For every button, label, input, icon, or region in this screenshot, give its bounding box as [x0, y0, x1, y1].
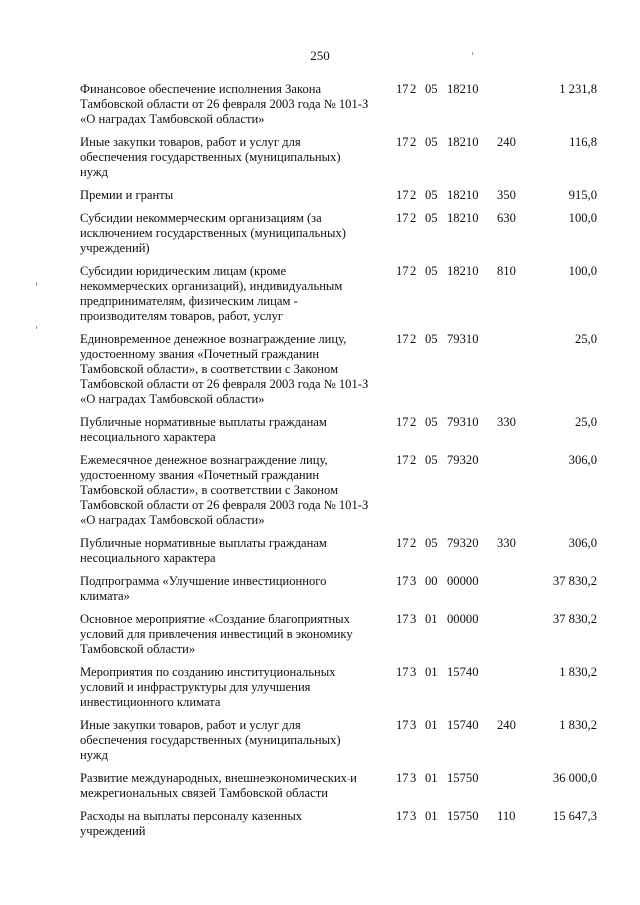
code-direction: 15740	[447, 718, 479, 732]
code-direction: 00000	[447, 612, 479, 626]
table-row	[0, 771, 640, 801]
expense-type-code: 330	[497, 415, 516, 429]
row-name: Публичные нормативные выплаты гражданам несоциального характера	[80, 536, 327, 565]
expense-type-code: 350	[497, 188, 516, 202]
code-program: 17	[396, 771, 409, 785]
code-subprogram: 3	[410, 771, 417, 785]
code-program: 17	[396, 211, 409, 225]
table-row	[0, 809, 640, 839]
code-program: 17	[396, 453, 409, 467]
amount-value: 37 830,2	[552, 612, 597, 626]
code-program: 17	[396, 574, 409, 588]
scan-mark	[472, 52, 473, 55]
code-program: 17	[396, 809, 409, 823]
code-program: 17	[396, 665, 409, 679]
amount-value: 37 830,2	[552, 574, 597, 588]
code-event: 05	[425, 211, 438, 225]
expense-type-code: 330	[497, 536, 516, 550]
amount-value: 116,8	[569, 135, 597, 149]
table-row	[0, 188, 640, 203]
table-row	[0, 135, 640, 180]
row-name: Основное мероприятие «Создание благоприятных условий для привлечения инвестиций в экономику Тамбовской области»	[80, 612, 353, 656]
amount-value: 306,0	[568, 536, 597, 550]
code-direction: 15750	[447, 771, 479, 785]
code-event: 01	[425, 771, 438, 785]
code-direction: 00000	[447, 574, 479, 588]
code-subprogram: 2	[410, 135, 417, 149]
amount-value: 306,0	[568, 453, 597, 467]
code-direction: 18210	[447, 135, 479, 149]
row-name: Публичные нормативные выплаты гражданам несоциального характера	[80, 415, 327, 444]
row-name: Развитие международных, внешнеэкономических и межрегиональных связей Тамбовской области	[80, 771, 357, 800]
code-event: 05	[425, 453, 438, 467]
row-name: Единовременное денежное вознаграждение лицу, удостоенному звания «Почетный гражданин Тамбовской области», в соответствии с Законом Тамбовской области от 26 февраля 2003 года № 101-З «О наградах Тамбовской области»	[80, 332, 369, 406]
code-program: 17	[396, 718, 409, 732]
row-name: Иные закупки товаров, работ и услуг для обеспечения государственных (муниципальных) нужд	[80, 718, 341, 762]
code-event: 05	[425, 332, 438, 346]
page-number: 250	[310, 48, 330, 63]
code-direction: 18210	[447, 264, 479, 278]
code-subprogram: 3	[410, 665, 417, 679]
amount-value: 1 830,2	[559, 665, 597, 679]
table-row	[0, 453, 640, 528]
code-event: 05	[425, 264, 438, 278]
code-event: 05	[425, 135, 438, 149]
table-row	[0, 415, 640, 445]
code-subprogram: 2	[410, 211, 417, 225]
expense-type-code: 110	[497, 809, 516, 823]
amount-value: 100,0	[568, 264, 597, 278]
code-direction: 15750	[447, 809, 479, 823]
table-row	[0, 612, 640, 657]
row-name: Субсидии юридическим лицам (кроме некоммерческих организаций), индивидуальным предпринимателям, физическим лицам - производителям товаров, работ, услуг	[80, 264, 343, 323]
amount-value: 915,0	[568, 188, 597, 202]
row-name: Иные закупки товаров, работ и услуг для обеспечения государственных (муниципальных) нужд	[80, 135, 341, 179]
expense-type-code: 240	[497, 135, 516, 149]
table-row	[0, 718, 640, 763]
code-subprogram: 2	[410, 415, 417, 429]
row-name: Подпрограмма «Улучшение инвестиционного климата»	[80, 574, 327, 603]
row-name: Финансовое обеспечение исполнения Закона Тамбовской области от 26 февраля 2003 года № 101-З «О наградах Тамбовской области»	[80, 82, 369, 126]
code-program: 17	[396, 82, 409, 96]
code-direction: 79320	[447, 536, 479, 550]
code-program: 17	[396, 264, 409, 278]
code-direction: 79310	[447, 415, 479, 429]
code-event: 05	[425, 188, 438, 202]
code-program: 17	[396, 135, 409, 149]
code-direction: 79310	[447, 332, 479, 346]
amount-value: 1 231,8	[559, 82, 597, 96]
code-direction: 18210	[447, 188, 479, 202]
amount-value: 15 647,3	[552, 809, 597, 823]
row-name: Премии и гранты	[80, 188, 174, 202]
row-name: Мероприятия по созданию институциональных условий и инфраструктуры для улучшения инвестиционного климата	[80, 665, 336, 709]
amount-value: 25,0	[574, 332, 597, 346]
code-subprogram: 2	[410, 453, 417, 467]
row-name: Субсидии некоммерческим организациям (за исключением государственных (муниципальных) учреждений)	[80, 211, 346, 255]
code-program: 17	[396, 415, 409, 429]
code-subprogram: 2	[410, 82, 417, 96]
code-direction: 18210	[447, 211, 479, 225]
budget-table	[0, 82, 640, 847]
expense-type-code: 810	[497, 264, 516, 278]
table-row	[0, 574, 640, 604]
code-event: 01	[425, 718, 438, 732]
code-subprogram: 2	[410, 332, 417, 346]
code-event: 00	[425, 574, 438, 588]
code-event: 05	[425, 415, 438, 429]
amount-value: 1 830,2	[559, 718, 597, 732]
code-subprogram: 2	[410, 188, 417, 202]
table-row	[0, 536, 640, 566]
amount-value: 25,0	[574, 415, 597, 429]
expense-type-code: 630	[497, 211, 516, 225]
code-program: 17	[396, 536, 409, 550]
code-direction: 15740	[447, 665, 479, 679]
row-name: Ежемесячное денежное вознаграждение лицу, удостоенному звания «Почетный гражданин Тамбовской области», в соответствии с Законом Тамбовской области от 26 февраля 2003 года № 101-З «О наградах Тамбовской области»	[80, 453, 369, 527]
code-subprogram: 3	[410, 574, 417, 588]
table-row	[0, 82, 640, 127]
code-event: 05	[425, 82, 438, 96]
code-direction: 79320	[447, 453, 479, 467]
expense-type-code: 240	[497, 718, 516, 732]
code-event: 01	[425, 665, 438, 679]
code-direction: 18210	[447, 82, 479, 96]
code-subprogram: 3	[410, 612, 417, 626]
row-name: Расходы на выплаты персоналу казенных учреждений	[80, 809, 303, 838]
table-row	[0, 264, 640, 324]
table-row	[0, 665, 640, 710]
code-event: 01	[425, 612, 438, 626]
code-event: 05	[425, 536, 438, 550]
code-program: 17	[396, 188, 409, 202]
code-event: 01	[425, 809, 438, 823]
code-program: 17	[396, 612, 409, 626]
amount-value: 100,0	[568, 211, 597, 225]
code-subprogram: 2	[410, 536, 417, 550]
code-subprogram: 3	[410, 718, 417, 732]
code-subprogram: 2	[410, 264, 417, 278]
table-row	[0, 211, 640, 256]
table-row	[0, 332, 640, 407]
code-program: 17	[396, 332, 409, 346]
code-subprogram: 3	[410, 809, 417, 823]
amount-value: 36 000,0	[552, 771, 597, 785]
